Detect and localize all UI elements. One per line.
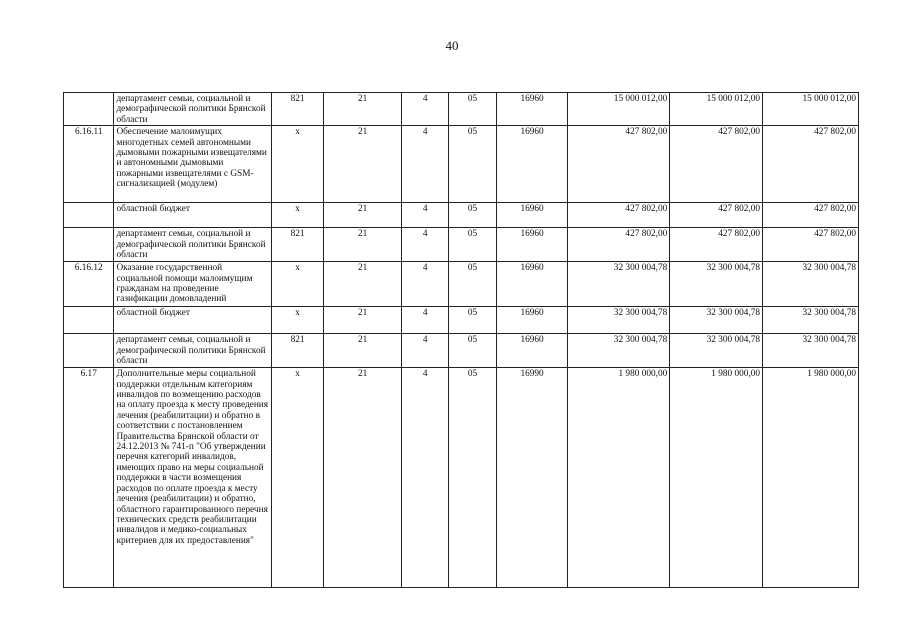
row-value-1: 32 300 004,78 (568, 334, 670, 368)
row-c3: 05 (449, 203, 496, 228)
row-name: областной бюджет (114, 203, 271, 228)
row-c2: 4 (401, 203, 448, 228)
row-c4: 16960 (496, 228, 568, 262)
row-code: 6.17 (64, 368, 114, 588)
row-c4: 16960 (496, 262, 568, 307)
table-body (64, 93, 859, 588)
row-code (64, 307, 114, 334)
row-c1: 21 (324, 93, 402, 126)
table-row (64, 203, 859, 228)
row-code: 6.16.11 (64, 126, 114, 203)
row-code (64, 228, 114, 262)
row-value-3: 427 802,00 (763, 126, 859, 203)
row-c3: 05 (449, 368, 496, 588)
row-c4: 16960 (496, 203, 568, 228)
row-c1: 21 (324, 228, 402, 262)
row-code (64, 334, 114, 368)
row-c4: 16990 (496, 368, 568, 588)
row-c1: 21 (324, 126, 402, 203)
row-ved: x (271, 126, 323, 203)
row-value-3: 15 000 012,00 (763, 93, 859, 126)
row-c3: 05 (449, 307, 496, 334)
row-code (64, 203, 114, 228)
row-ved: 821 (271, 228, 323, 262)
row-value-2: 15 000 012,00 (670, 93, 763, 126)
row-ved: x (271, 307, 323, 334)
table-row (64, 228, 859, 262)
row-c2: 4 (401, 228, 448, 262)
row-value-1: 427 802,00 (568, 203, 670, 228)
table-row (64, 368, 859, 588)
table-row (64, 334, 859, 368)
row-value-2: 32 300 004,78 (670, 262, 763, 307)
row-c3: 05 (449, 262, 496, 307)
row-c1: 21 (324, 334, 402, 368)
row-value-2: 427 802,00 (670, 228, 763, 262)
row-c1: 21 (324, 368, 402, 588)
row-value-2: 1 980 000,00 (670, 368, 763, 588)
row-c3: 05 (449, 228, 496, 262)
row-ved: x (271, 262, 323, 307)
row-c4: 16960 (496, 307, 568, 334)
row-value-3: 32 300 004,78 (763, 334, 859, 368)
row-name: департамент семьи, социальной и демографической политики Брянской области (114, 228, 271, 262)
row-value-1: 32 300 004,78 (568, 262, 670, 307)
row-value-2: 427 802,00 (670, 126, 763, 203)
row-value-1: 427 802,00 (568, 228, 670, 262)
row-value-3: 427 802,00 (763, 203, 859, 228)
row-name: Обеспечение малоимущих многодетных семей автономными дымовыми пожарными извещателями и автономными дымовыми пожарными извещателями с GSM-сигнализацией (модулем) (114, 126, 271, 203)
row-c2: 4 (401, 368, 448, 588)
page-number: 40 (445, 38, 459, 53)
row-c2: 4 (401, 334, 448, 368)
row-ved: 821 (271, 93, 323, 126)
row-c4: 16960 (496, 93, 568, 126)
table-row (64, 307, 859, 334)
row-code (64, 93, 114, 126)
row-ved: 821 (271, 334, 323, 368)
row-value-2: 32 300 004,78 (670, 307, 763, 334)
row-c1: 21 (324, 203, 402, 228)
row-c4: 16960 (496, 334, 568, 368)
row-code: 6.16.12 (64, 262, 114, 307)
row-value-3: 32 300 004,78 (763, 307, 859, 334)
row-ved: x (271, 368, 323, 588)
row-value-3: 32 300 004,78 (763, 262, 859, 307)
row-name: областной бюджет (114, 307, 271, 334)
row-c3: 05 (449, 334, 496, 368)
row-name: Дополнительные меры социальной поддержки отдельным категориям инвалидов по возмещению расходов на оплату проезда к месту проведения лечения (реабилитации) и обратно в соответствии с постановлением Правительства Брянской области от 24.12.2013 № 741-п "Об утверждении перечня категорий инвалидов, имеющих право на меры социальной поддержки в части возмещения расходов по оплате проезда к месту лечения (реабилитации) и обратно, областного гарантированного перечня технических средств реабилитации инвалидов и медико-социальных критериев для их предоставления" (114, 368, 271, 588)
row-c1: 21 (324, 307, 402, 334)
row-value-3: 1 980 000,00 (763, 368, 859, 588)
row-c1: 21 (324, 262, 402, 307)
table-row (64, 126, 859, 203)
row-c2: 4 (401, 307, 448, 334)
row-c3: 05 (449, 93, 496, 126)
row-name: Оказание государственной социальной помощи малоимущим гражданам на проведение газификации домовладений (114, 262, 271, 307)
row-value-1: 15 000 012,00 (568, 93, 670, 126)
row-name: департамент семьи, социальной и демографической политики Брянской области (114, 93, 271, 126)
row-c2: 4 (401, 262, 448, 307)
row-value-1: 32 300 004,78 (568, 307, 670, 334)
row-c4: 16960 (496, 126, 568, 203)
row-ved: x (271, 203, 323, 228)
row-value-2: 32 300 004,78 (670, 334, 763, 368)
row-name: департамент семьи, социальной и демографической политики Брянской области (114, 334, 271, 368)
row-value-2: 427 802,00 (670, 203, 763, 228)
table-row (64, 93, 859, 126)
budget-table (63, 92, 859, 588)
row-value-1: 427 802,00 (568, 126, 670, 203)
row-value-3: 427 802,00 (763, 228, 859, 262)
table-row (64, 262, 859, 307)
row-c2: 4 (401, 126, 448, 203)
row-c3: 05 (449, 126, 496, 203)
row-c2: 4 (401, 93, 448, 126)
row-value-1: 1 980 000,00 (568, 368, 670, 588)
